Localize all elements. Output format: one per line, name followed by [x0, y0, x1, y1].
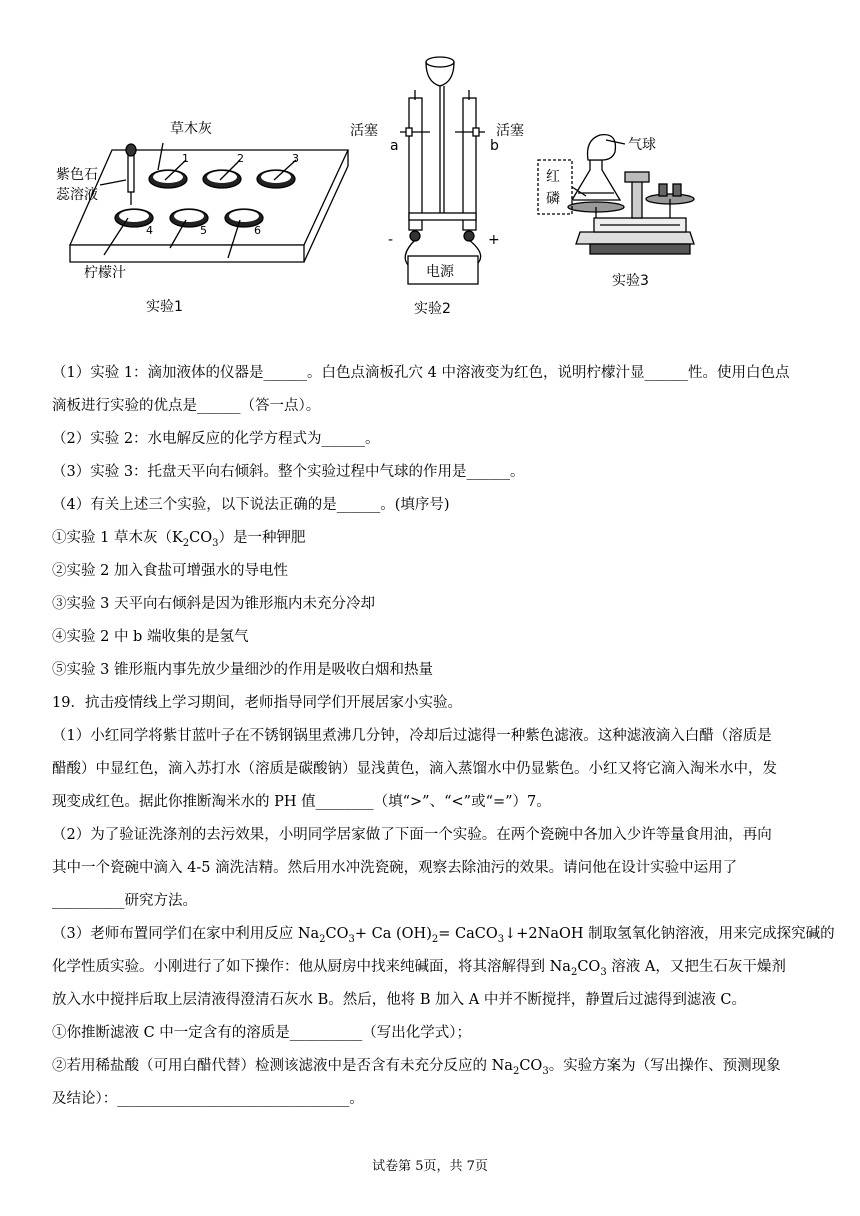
q19-part3-line3: 放入水中搅拌后取上层清液得澄清石灰水 B。然后，他将 B 加入 A 中并不断搅拌，静置后过滤得到滤液 C。: [52, 992, 747, 1008]
q18-option2: ②实验 2 加入食盐可增强水的导电性: [52, 563, 288, 579]
q18-part3: （3）实验 3：托盘天平向右倾斜。整个实验过程中气球的作用是______。: [52, 464, 525, 480]
q18-option3: ③实验 3 天平向右倾斜是因为锥形瓶内未充分冷却: [52, 596, 375, 612]
q19-sub2-line1: ②若用稀盐酸（可用白醋代替）检测该滤液中是否含有未充分反应的 $Na_2CO_3$。实验方案为（写出操作、预测现象: [52, 1058, 781, 1077]
label-litmus-line1: 紫色石: [56, 167, 98, 183]
caption-exp2: 实验2: [414, 301, 451, 317]
label-plus: +: [488, 232, 500, 248]
q18-part4: （4）有关上述三个实验，以下说法正确的是______。(填序号): [52, 497, 450, 513]
q18-option1: ①实验 1 草木灰$(K_2CO_3)$是一种钾肥: [52, 530, 306, 549]
label-stopcock-left: 活塞: [350, 123, 378, 139]
label-b: b: [490, 138, 499, 154]
well-number: 1: [182, 152, 189, 165]
question-18-parts: [52, 357, 835, 1116]
spot-plate-drawing: [70, 143, 348, 262]
well-number: 5: [200, 224, 207, 237]
label-red-phosphorus-1: 红: [546, 169, 560, 185]
well-number: 2: [237, 152, 244, 165]
q18-part2: （2）实验 2：水电解反应的化学方程式为______。: [52, 431, 380, 447]
label-a: a: [390, 138, 399, 154]
caption-exp3: 实验3: [612, 273, 649, 289]
experiment-figures: [0, 0, 860, 330]
electrolysis-drawing: [400, 57, 485, 284]
q19-part2-line1: （2）为了验证洗涤剂的去污效果，小明同学居家做了下面一个实验。在两个瓷碗中各加入少许等量食用油，再向: [52, 827, 772, 843]
label-stopcock-right: 活塞: [496, 123, 524, 139]
q19-part2-line3: __________研究方法。: [52, 893, 197, 909]
q19-sub2-line2: 及结论）：________________________________。: [52, 1091, 364, 1107]
label-lemon: 柠檬汁: [84, 265, 126, 281]
label-balloon: 气球: [628, 137, 656, 153]
label-minus: -: [388, 232, 394, 248]
q18-part1-line1: （1）实验 1：滴加液体的仪器是______。白色点滴板孔穴 4 中溶液变为红色，说明柠檬汁显______性。使用白色点: [52, 365, 790, 381]
q18-part1-line2: 滴板进行实验的优点是______（答一点）。: [52, 398, 321, 414]
label-litmus-line2: 蕊溶液: [56, 187, 98, 203]
q19-part1-line3: 现变成红色。据此你推断淘米水的 PH 值________（填“>”、“<”或“=”）7。: [52, 794, 551, 810]
well-number: 3: [292, 152, 299, 165]
label-ash: 草木灰: [170, 121, 212, 137]
q19-title: 19．抗击疫情线上学习期间，老师指导同学们开展居家小实验。: [52, 695, 462, 711]
q19-part1-line1: （1）小红同学将紫甘蓝叶子在不锈钢锅里煮沸几分钟，冷却后过滤得一种紫色滤液。这种滤液滴入白醋（溶质是: [52, 728, 772, 744]
label-power: 电源: [426, 264, 454, 280]
balance-drawing: [538, 135, 694, 254]
q18-option5: ⑤实验 3 锥形瓶内事先放少量细沙的作用是吸收白烟和热量: [52, 662, 433, 678]
q19-sub1: ①你推断滤液 C 中一定含有的溶质是__________（写出化学式）；: [52, 1025, 472, 1041]
q19-part3-line2: 化学性质实验。小刚进行了如下操作：他从厨房中找来纯碱面，将其溶解得到 $Na_2CO_3$ 溶液 A，又把生石灰干燥剂: [52, 959, 786, 978]
well-number: 4: [146, 224, 153, 237]
q19-part1-line2: 醋酸）中显红色，滴入苏打水（溶质是碳酸钠）显浅黄色，滴入蒸馏水中仍显紫色。小红又将它滴入淘米水中，发: [52, 761, 777, 777]
caption-exp1: 实验1: [146, 299, 183, 315]
q19-part2-line2: 其中一个瓷碗中滴入 4-5 滴洗洁精。然后用水冲洗瓷碗，观察去除油污的效果。请问他在设计实验中运用了: [52, 860, 738, 876]
label-red-phosphorus-2: 磷: [546, 191, 560, 207]
page-footer: 试卷第 5页，共 7页: [372, 1159, 488, 1174]
well-number: 6: [254, 224, 261, 237]
q19-part3-line1: （3）老师布置同学们在家中利用反应 $Na_2CO_3+ Ca$ $(OH)_2=$ CaCO$_3$↓+2NaOH 制取氢氧化钠溶液，用来完成探究碱的: [52, 926, 835, 945]
q18-option4: ④实验 2 中 b 端收集的是氢气: [52, 629, 249, 645]
